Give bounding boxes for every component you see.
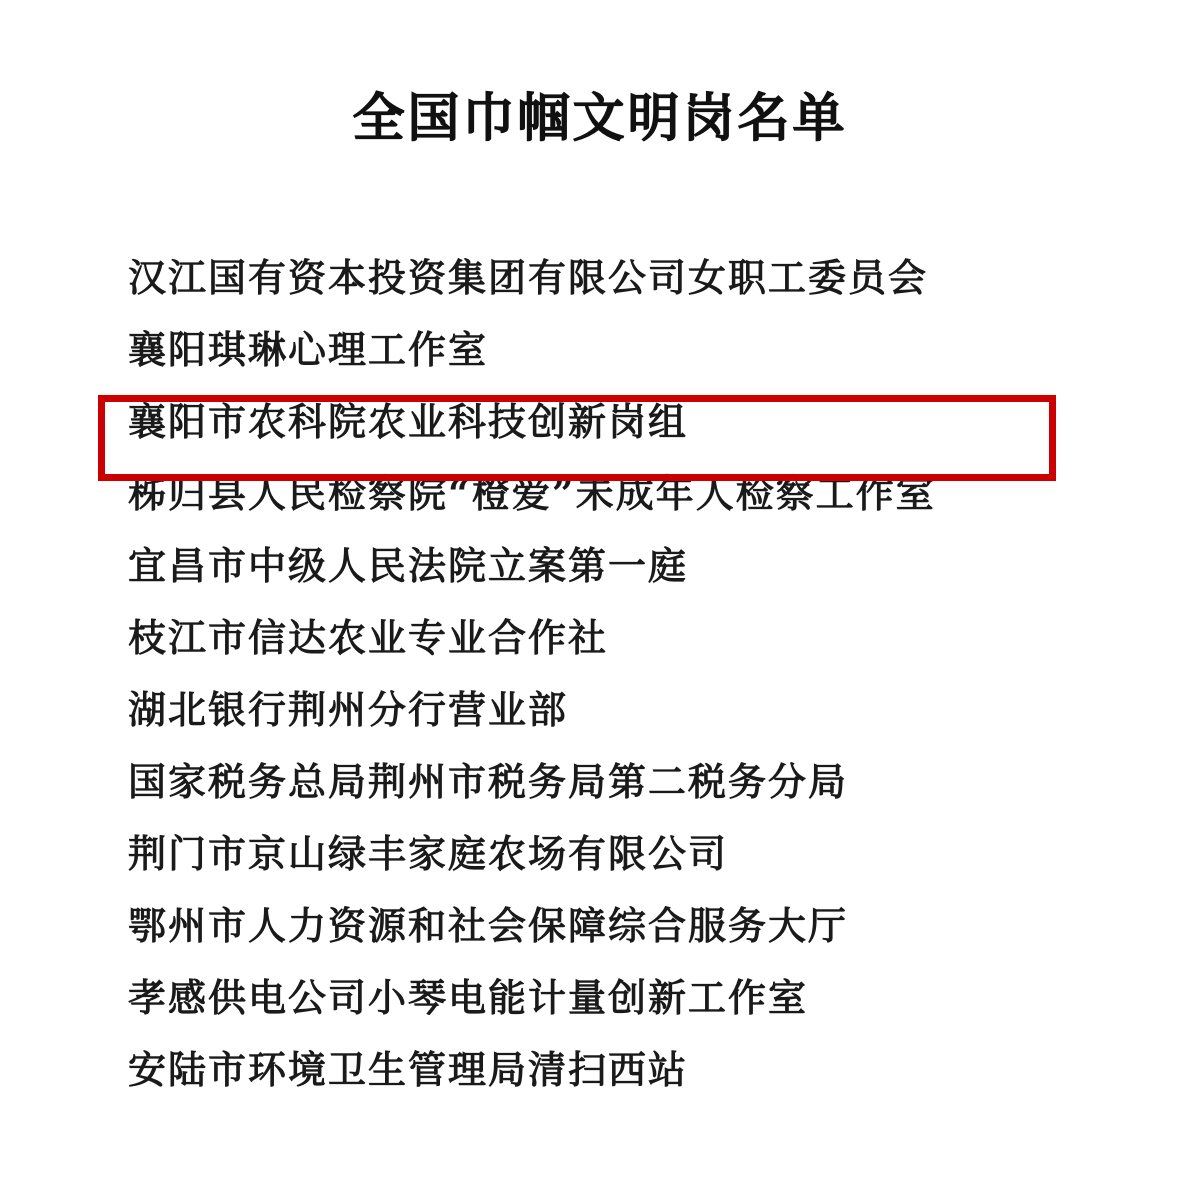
list-item: 枝江市信达农业专业合作社 [128, 615, 609, 661]
list-item: 汉江国有资本投资集团有限公司女职工委员会 [128, 255, 929, 301]
award-list [0, 242, 1200, 1106]
list-item: 鄂州市人力资源和社会保障综合服务大厅 [128, 903, 849, 949]
list-item-highlighted: 襄阳市农科院农业科技创新岗组 [128, 399, 689, 445]
list-item: 襄阳琪琳心理工作室 [128, 327, 489, 373]
list-item: 国家税务总局荆州市税务局第二税务分局 [128, 759, 849, 805]
list-item: 荆门市京山绿丰家庭农场有限公司 [128, 831, 729, 877]
list-item: 安陆市环境卫生管理局清扫西站 [128, 1047, 689, 1093]
list-item: 秭归县人民检察院“橙爱”未成年人检察工作室 [128, 471, 936, 517]
list-item: 湖北银行荆州分行营业部 [128, 687, 569, 733]
page-title: 全国巾帼文明岗名单 [352, 88, 848, 149]
list-item: 孝感供电公司小琴电能计量创新工作室 [128, 975, 809, 1021]
list-item: 宜昌市中级人民法院立案第一庭 [128, 543, 689, 589]
